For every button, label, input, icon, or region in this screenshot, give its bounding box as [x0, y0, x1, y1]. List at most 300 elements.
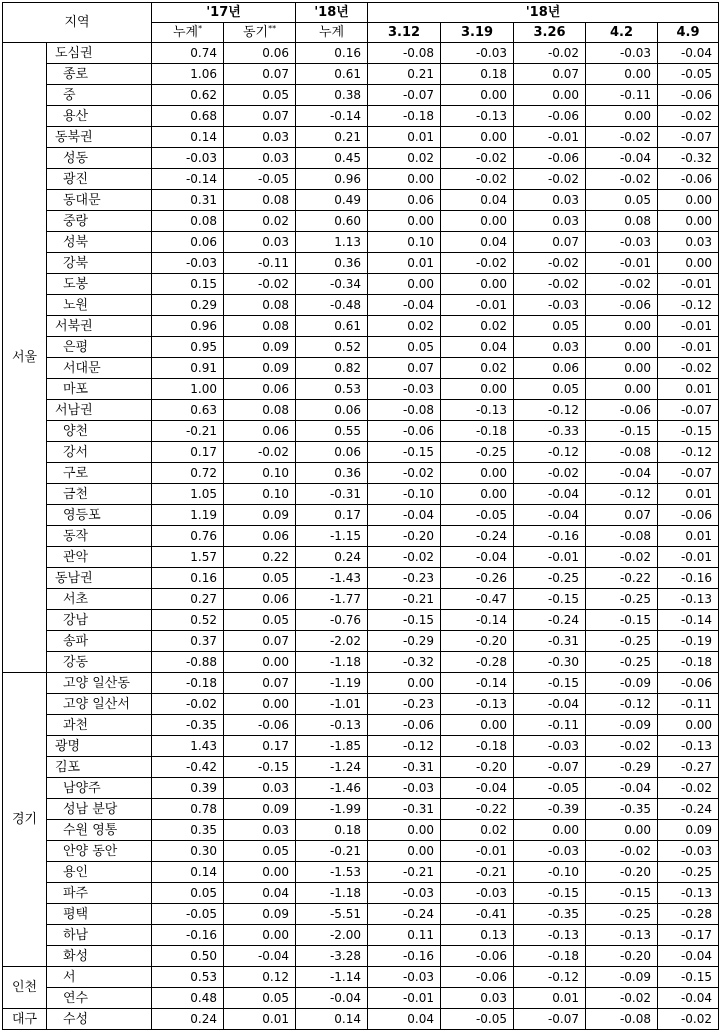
- value-cell: -0.06: [514, 106, 586, 127]
- value-cell: -0.02: [224, 442, 296, 463]
- district-name: 남양주: [47, 778, 152, 799]
- value-cell: -0.07: [514, 1009, 586, 1030]
- value-cell: 0.07: [224, 631, 296, 652]
- value-cell: 0.00: [658, 190, 719, 211]
- value-cell: 0.95: [152, 337, 224, 358]
- value-cell: -0.20: [586, 862, 658, 883]
- value-cell: 1.05: [152, 484, 224, 505]
- table-row: [3, 694, 719, 715]
- value-cell: -0.04: [441, 547, 514, 568]
- district-name: 동대문: [47, 190, 152, 211]
- value-cell: 0.01: [514, 988, 586, 1009]
- value-cell: 0.09: [224, 358, 296, 379]
- table-row: [3, 85, 719, 106]
- value-cell: 0.06: [224, 43, 296, 64]
- value-cell: -0.33: [514, 421, 586, 442]
- value-cell: 0.38: [296, 85, 368, 106]
- value-cell: 0.09: [224, 904, 296, 925]
- value-cell: -0.02: [586, 547, 658, 568]
- region-cell: 대구: [3, 1009, 47, 1030]
- value-cell: -0.15: [586, 421, 658, 442]
- value-cell: -0.04: [441, 778, 514, 799]
- value-cell: 0.00: [658, 715, 719, 736]
- value-cell: 0.00: [368, 169, 441, 190]
- value-cell: 0.14: [152, 862, 224, 883]
- value-cell: -0.24: [368, 904, 441, 925]
- value-cell: -0.03: [658, 841, 719, 862]
- district-name: 도봉: [47, 274, 152, 295]
- value-cell: -0.10: [368, 484, 441, 505]
- table-row: [3, 106, 719, 127]
- value-cell: 0.00: [586, 106, 658, 127]
- value-cell: 0.00: [514, 820, 586, 841]
- value-cell: -0.03: [441, 883, 514, 904]
- table-row: [3, 526, 719, 547]
- value-cell: 0.03: [514, 211, 586, 232]
- value-cell: -0.29: [586, 757, 658, 778]
- value-cell: 0.00: [441, 211, 514, 232]
- value-cell: -0.02: [658, 1009, 719, 1030]
- value-cell: -0.15: [658, 421, 719, 442]
- value-cell: -0.13: [658, 736, 719, 757]
- table-row: [3, 799, 719, 820]
- value-cell: -0.76: [296, 610, 368, 631]
- table-row: [3, 358, 719, 379]
- value-cell: -0.01: [658, 337, 719, 358]
- value-cell: 0.06: [224, 589, 296, 610]
- value-cell: -0.07: [368, 85, 441, 106]
- value-cell: 0.48: [152, 988, 224, 1009]
- value-cell: -0.48: [296, 295, 368, 316]
- district-name: 수성: [47, 1009, 152, 1030]
- value-cell: 0.24: [296, 547, 368, 568]
- district-name: 종로: [47, 64, 152, 85]
- value-cell: 0.07: [224, 64, 296, 85]
- value-cell: 0.00: [658, 253, 719, 274]
- value-cell: -0.21: [368, 589, 441, 610]
- value-cell: 0.08: [224, 295, 296, 316]
- value-cell: 0.00: [441, 463, 514, 484]
- value-cell: 0.31: [152, 190, 224, 211]
- value-cell: 0.02: [441, 316, 514, 337]
- value-cell: -0.24: [441, 526, 514, 547]
- value-cell: -0.15: [514, 673, 586, 694]
- table-row: [3, 631, 719, 652]
- week-header: 3.26: [514, 23, 586, 43]
- district-name: 서북권: [47, 316, 152, 337]
- value-cell: -0.17: [658, 925, 719, 946]
- value-cell: -0.05: [224, 169, 296, 190]
- value-cell: -0.27: [658, 757, 719, 778]
- table-row: [3, 253, 719, 274]
- value-cell: 0.08: [224, 190, 296, 211]
- district-name: 노원: [47, 295, 152, 316]
- value-cell: -0.13: [514, 925, 586, 946]
- week-header: 3.12: [368, 23, 441, 43]
- value-cell: 0.04: [441, 337, 514, 358]
- value-cell: -0.25: [441, 442, 514, 463]
- table-row: [3, 274, 719, 295]
- value-cell: -0.11: [514, 715, 586, 736]
- value-cell: 0.17: [296, 505, 368, 526]
- value-cell: 0.01: [658, 526, 719, 547]
- value-cell: -0.13: [441, 694, 514, 715]
- value-cell: -0.15: [586, 883, 658, 904]
- value-cell: 1.19: [152, 505, 224, 526]
- value-cell: -0.06: [658, 673, 719, 694]
- value-cell: 0.09: [224, 505, 296, 526]
- table-row: [3, 967, 719, 988]
- value-cell: 1.13: [296, 232, 368, 253]
- value-cell: -0.02: [441, 148, 514, 169]
- value-cell: -0.31: [514, 631, 586, 652]
- value-cell: -0.47: [441, 589, 514, 610]
- district-name: 과천: [47, 715, 152, 736]
- value-cell: 0.63: [152, 400, 224, 421]
- value-cell: 0.05: [514, 379, 586, 400]
- value-cell: -0.14: [152, 169, 224, 190]
- district-name: 성동: [47, 148, 152, 169]
- value-cell: -1.19: [296, 673, 368, 694]
- table-row: [3, 988, 719, 1009]
- value-cell: 0.91: [152, 358, 224, 379]
- value-cell: -0.06: [658, 85, 719, 106]
- value-cell: -0.02: [586, 169, 658, 190]
- district-name: 광명: [47, 736, 152, 757]
- value-cell: -0.06: [586, 295, 658, 316]
- value-cell: 0.03: [658, 232, 719, 253]
- table-row: [3, 232, 719, 253]
- district-name: 용산: [47, 106, 152, 127]
- value-cell: -1.24: [296, 757, 368, 778]
- value-cell: 0.00: [368, 841, 441, 862]
- table-row: [3, 463, 719, 484]
- value-cell: -0.04: [224, 946, 296, 967]
- value-cell: -0.88: [152, 652, 224, 673]
- value-cell: -0.23: [368, 568, 441, 589]
- value-cell: -0.18: [441, 736, 514, 757]
- value-cell: 0.06: [296, 400, 368, 421]
- value-cell: -0.42: [152, 757, 224, 778]
- value-cell: 0.07: [368, 358, 441, 379]
- district-name: 송파: [47, 631, 152, 652]
- value-cell: 0.00: [586, 64, 658, 85]
- table-row: [3, 673, 719, 694]
- value-cell: 1.06: [152, 64, 224, 85]
- region-header: 지역: [3, 3, 152, 43]
- week-header: 4.9: [658, 23, 719, 43]
- value-cell: 0.45: [296, 148, 368, 169]
- value-cell: -0.15: [224, 757, 296, 778]
- table-row: [3, 589, 719, 610]
- value-cell: 0.00: [441, 85, 514, 106]
- value-cell: -0.12: [586, 694, 658, 715]
- value-cell: -0.02: [586, 988, 658, 1009]
- value-cell: -0.35: [514, 904, 586, 925]
- value-cell: 0.06: [514, 358, 586, 379]
- value-cell: -0.03: [586, 232, 658, 253]
- value-cell: 0.21: [368, 64, 441, 85]
- value-cell: -0.01: [658, 316, 719, 337]
- value-cell: -0.02: [514, 253, 586, 274]
- value-cell: -0.19: [658, 631, 719, 652]
- value-cell: 0.21: [296, 127, 368, 148]
- value-cell: -0.25: [586, 631, 658, 652]
- district-name: 성북: [47, 232, 152, 253]
- district-name: 수원 영통: [47, 820, 152, 841]
- value-cell: -0.02: [658, 106, 719, 127]
- value-cell: 0.06: [224, 421, 296, 442]
- table-row: [3, 337, 719, 358]
- value-cell: 0.11: [368, 925, 441, 946]
- value-cell: -0.02: [514, 274, 586, 295]
- district-name: 연수: [47, 988, 152, 1009]
- value-cell: 0.03: [224, 127, 296, 148]
- value-cell: -0.25: [586, 652, 658, 673]
- table-row: [3, 904, 719, 925]
- value-cell: 0.00: [368, 820, 441, 841]
- value-cell: 0.22: [224, 547, 296, 568]
- district-name: 평택: [47, 904, 152, 925]
- value-cell: 0.03: [224, 232, 296, 253]
- value-cell: -0.03: [514, 295, 586, 316]
- value-cell: -0.04: [586, 463, 658, 484]
- value-cell: -0.24: [514, 610, 586, 631]
- value-cell: -0.04: [658, 988, 719, 1009]
- value-cell: -0.30: [514, 652, 586, 673]
- district-name: 영등포: [47, 505, 152, 526]
- value-cell: 0.05: [224, 988, 296, 1009]
- value-cell: -0.12: [658, 442, 719, 463]
- value-cell: -0.02: [152, 694, 224, 715]
- value-cell: 0.02: [441, 358, 514, 379]
- value-cell: -0.15: [586, 610, 658, 631]
- value-cell: -0.01: [658, 547, 719, 568]
- value-cell: 0.05: [368, 337, 441, 358]
- value-cell: 0.12: [224, 967, 296, 988]
- district-name: 서초: [47, 589, 152, 610]
- value-cell: 1.00: [152, 379, 224, 400]
- district-name: 파주: [47, 883, 152, 904]
- value-cell: -0.02: [658, 358, 719, 379]
- value-cell: -0.18: [368, 106, 441, 127]
- value-cell: -0.13: [441, 106, 514, 127]
- value-cell: 0.61: [296, 64, 368, 85]
- price-change-table: [2, 2, 719, 1030]
- value-cell: -0.12: [514, 967, 586, 988]
- value-cell: 0.01: [368, 127, 441, 148]
- district-name: 금천: [47, 484, 152, 505]
- value-cell: -0.01: [368, 988, 441, 1009]
- value-cell: -3.28: [296, 946, 368, 967]
- value-cell: -0.04: [658, 43, 719, 64]
- footnote-mark-1: *: [198, 23, 203, 33]
- value-cell: 0.76: [152, 526, 224, 547]
- value-cell: -0.10: [514, 862, 586, 883]
- value-cell: -0.16: [514, 526, 586, 547]
- value-cell: -0.15: [514, 883, 586, 904]
- value-cell: -0.03: [368, 967, 441, 988]
- value-cell: -0.02: [224, 274, 296, 295]
- value-cell: -1.43: [296, 568, 368, 589]
- value-cell: 0.07: [514, 232, 586, 253]
- value-cell: 0.16: [296, 43, 368, 64]
- value-cell: -2.00: [296, 925, 368, 946]
- district-name: 동작: [47, 526, 152, 547]
- value-cell: -0.02: [586, 736, 658, 757]
- value-cell: 0.08: [224, 400, 296, 421]
- value-cell: -1.18: [296, 883, 368, 904]
- value-cell: 0.03: [441, 988, 514, 1009]
- value-cell: -0.08: [586, 526, 658, 547]
- table-row: [3, 421, 719, 442]
- value-cell: -0.21: [368, 862, 441, 883]
- value-cell: -0.25: [514, 568, 586, 589]
- value-cell: 0.06: [296, 442, 368, 463]
- value-cell: 0.03: [224, 778, 296, 799]
- value-cell: -0.03: [152, 148, 224, 169]
- value-cell: -0.04: [658, 946, 719, 967]
- district-name: 성남 분당: [47, 799, 152, 820]
- value-cell: -0.25: [586, 589, 658, 610]
- value-cell: 0.00: [368, 274, 441, 295]
- value-cell: -0.03: [514, 736, 586, 757]
- value-cell: -0.24: [658, 799, 719, 820]
- value-cell: -0.14: [441, 610, 514, 631]
- value-cell: 0.09: [224, 337, 296, 358]
- value-cell: -0.01: [586, 253, 658, 274]
- value-cell: 1.57: [152, 547, 224, 568]
- value-cell: -0.15: [514, 589, 586, 610]
- region-cell: 인천: [3, 967, 47, 1009]
- value-cell: -0.06: [441, 967, 514, 988]
- value-cell: 0.00: [586, 337, 658, 358]
- value-cell: 0.00: [368, 673, 441, 694]
- value-cell: 0.00: [224, 652, 296, 673]
- value-cell: 0.35: [152, 820, 224, 841]
- district-name: 강북: [47, 253, 152, 274]
- value-cell: -0.12: [514, 442, 586, 463]
- value-cell: -0.04: [514, 484, 586, 505]
- table-row: [3, 169, 719, 190]
- value-cell: -0.41: [441, 904, 514, 925]
- value-cell: -0.06: [514, 148, 586, 169]
- table-row: [3, 715, 719, 736]
- district-name: 고양 일산서: [47, 694, 152, 715]
- year-2017-header: '17년: [152, 3, 296, 23]
- value-cell: -1.46: [296, 778, 368, 799]
- value-cell: 0.16: [152, 568, 224, 589]
- value-cell: -0.02: [368, 547, 441, 568]
- value-cell: -0.13: [296, 715, 368, 736]
- value-cell: -0.01: [441, 295, 514, 316]
- value-cell: 0.24: [152, 1009, 224, 1030]
- value-cell: 0.37: [152, 631, 224, 652]
- value-cell: -0.06: [368, 715, 441, 736]
- value-cell: 0.74: [152, 43, 224, 64]
- value-cell: 0.72: [152, 463, 224, 484]
- table-row: [3, 946, 719, 967]
- value-cell: -0.06: [658, 169, 719, 190]
- value-cell: -0.21: [296, 841, 368, 862]
- table-row: [3, 64, 719, 85]
- value-cell: -0.02: [441, 169, 514, 190]
- table-row: [3, 484, 719, 505]
- district-name: 마포: [47, 379, 152, 400]
- district-name: 서남권: [47, 400, 152, 421]
- district-name: 양천: [47, 421, 152, 442]
- value-cell: -0.16: [658, 568, 719, 589]
- value-cell: 0.09: [224, 799, 296, 820]
- table-row: [3, 568, 719, 589]
- value-cell: 0.00: [224, 862, 296, 883]
- value-cell: -0.12: [368, 736, 441, 757]
- value-cell: 0.60: [296, 211, 368, 232]
- value-cell: -0.05: [658, 64, 719, 85]
- table-row: [3, 442, 719, 463]
- value-cell: -0.18: [152, 673, 224, 694]
- value-cell: 0.05: [152, 883, 224, 904]
- value-cell: -0.35: [152, 715, 224, 736]
- footnote-mark-2: **: [268, 23, 277, 33]
- value-cell: 0.10: [224, 484, 296, 505]
- value-cell: 0.06: [152, 232, 224, 253]
- value-cell: 0.78: [152, 799, 224, 820]
- value-cell: -0.09: [586, 715, 658, 736]
- table-row: [3, 190, 719, 211]
- value-cell: -0.02: [658, 778, 719, 799]
- value-cell: -0.39: [514, 799, 586, 820]
- same-period-2017-header: 동기**: [224, 23, 296, 43]
- value-cell: -0.15: [368, 610, 441, 631]
- value-cell: 0.00: [658, 211, 719, 232]
- value-cell: -0.29: [368, 631, 441, 652]
- value-cell: -0.07: [658, 400, 719, 421]
- district-name: 김포: [47, 757, 152, 778]
- value-cell: -0.18: [441, 421, 514, 442]
- value-cell: 0.00: [514, 85, 586, 106]
- value-cell: 0.53: [296, 379, 368, 400]
- value-cell: -0.13: [658, 589, 719, 610]
- value-cell: -0.08: [586, 442, 658, 463]
- value-cell: -1.85: [296, 736, 368, 757]
- value-cell: 0.03: [224, 820, 296, 841]
- value-cell: -0.01: [514, 127, 586, 148]
- value-cell: -1.77: [296, 589, 368, 610]
- value-cell: -0.08: [368, 400, 441, 421]
- value-cell: 0.01: [368, 253, 441, 274]
- value-cell: 0.00: [224, 694, 296, 715]
- district-name: 고양 일산동: [47, 673, 152, 694]
- value-cell: -0.01: [441, 841, 514, 862]
- value-cell: 0.29: [152, 295, 224, 316]
- value-cell: 0.07: [224, 673, 296, 694]
- region-cell: 서울: [3, 43, 47, 673]
- value-cell: -0.14: [296, 106, 368, 127]
- value-cell: -0.02: [514, 43, 586, 64]
- value-cell: 0.50: [152, 946, 224, 967]
- district-name: 동남권: [47, 568, 152, 589]
- value-cell: -0.03: [368, 883, 441, 904]
- value-cell: -0.09: [586, 967, 658, 988]
- value-cell: -2.02: [296, 631, 368, 652]
- district-name: 서대문: [47, 358, 152, 379]
- value-cell: -0.16: [152, 925, 224, 946]
- value-cell: -0.04: [296, 988, 368, 1009]
- value-cell: -0.02: [368, 463, 441, 484]
- value-cell: -0.32: [658, 148, 719, 169]
- cumulative-2018-header: 누계: [296, 23, 368, 43]
